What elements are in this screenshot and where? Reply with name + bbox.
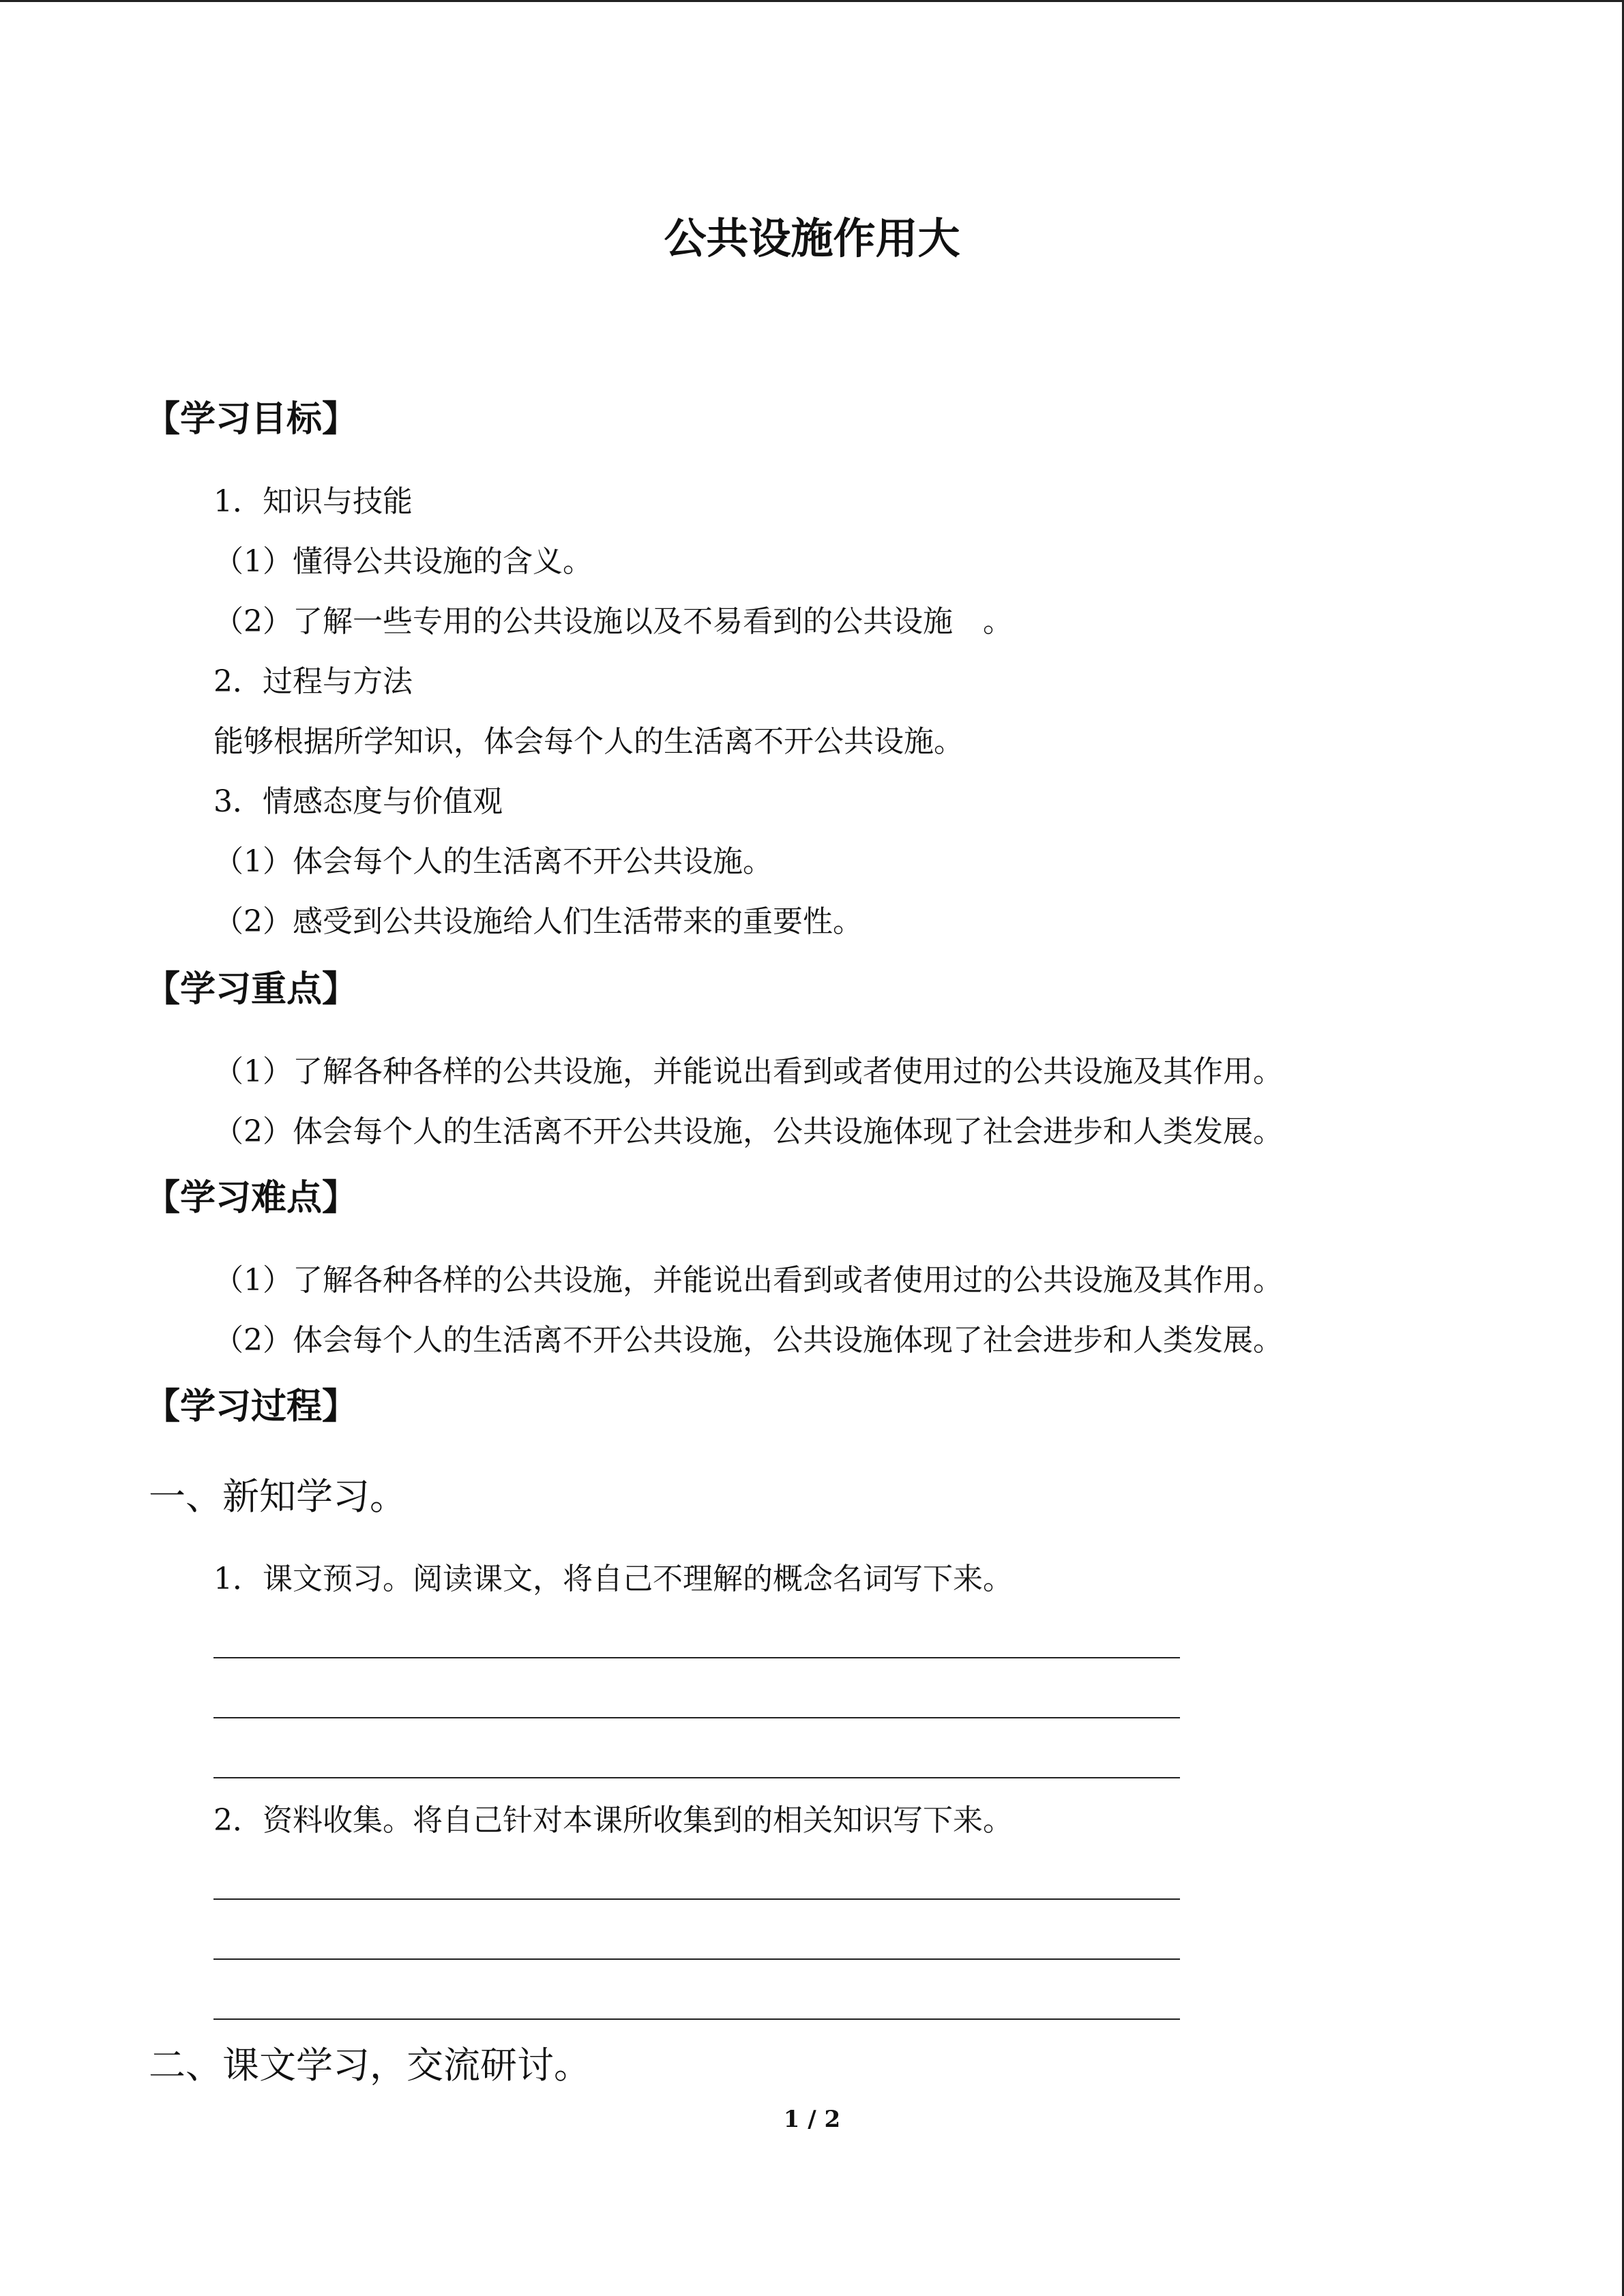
objectives-heading: 【学习目标】 <box>145 398 358 440</box>
objectives-emotion-item-2: （2）感受到公共设施给人们生活带来的重要性。 <box>213 904 863 939</box>
process-task-1: 1．课文预习。阅读课文，将自己不理解的概念名词写下来。 <box>213 1562 1013 1596</box>
process-part-1: 一、新知学习。 <box>149 1475 407 1518</box>
objectives-emotion-item-1: （1）体会每个人的生活离不开公共设施。 <box>213 844 773 879</box>
objectives-emotion-title: 3．情感态度与价值观 <box>213 784 503 819</box>
objectives-process-text: 能够根据所学知识，体会每个人的生活离不开公共设施。 <box>213 724 964 759</box>
key-points-item-2: （2）体会每个人的生活离不开公共设施，公共设施体现了社会进步和人类发展。 <box>213 1114 1283 1149</box>
answer-line-4[interactable] <box>213 1898 1180 1900</box>
process-part-2: 二、课文学习，交流研讨。 <box>149 2044 591 2087</box>
objectives-knowledge-title: 1．知识与技能 <box>213 484 413 519</box>
page-title: 公共设施作用大 <box>664 213 960 263</box>
answer-line-5[interactable] <box>213 1958 1180 1960</box>
key-points-heading: 【学习重点】 <box>145 968 358 1010</box>
key-points-item-1: （1）了解各种各样的公共设施，并能说出看到或者使用过的公共设施及其作用。 <box>213 1054 1283 1089</box>
difficulties-item-1: （1）了解各种各样的公共设施，并能说出看到或者使用过的公共设施及其作用。 <box>213 1263 1283 1298</box>
answer-line-3[interactable] <box>213 1777 1180 1778</box>
objectives-knowledge-item-1: （1）懂得公共设施的含义。 <box>213 544 593 579</box>
process-heading: 【学习过程】 <box>145 1386 358 1427</box>
objectives-knowledge-item-2: （2）了解一些专用的公共设施以及不易看到的公共设施 。 <box>213 604 1013 639</box>
answer-line-6[interactable] <box>213 2018 1180 2020</box>
answer-line-1[interactable] <box>213 1657 1180 1658</box>
answer-line-2[interactable] <box>213 1717 1180 1718</box>
page-number: 1 / 2 <box>783 2106 841 2133</box>
process-task-2: 2．资料收集。将自己针对本课所收集到的相关知识写下来。 <box>213 1803 1013 1838</box>
difficulties-item-2: （2）体会每个人的生活离不开公共设施，公共设施体现了社会进步和人类发展。 <box>213 1323 1283 1358</box>
difficulties-heading: 【学习难点】 <box>145 1177 358 1219</box>
objectives-process-title: 2．过程与方法 <box>213 664 413 699</box>
